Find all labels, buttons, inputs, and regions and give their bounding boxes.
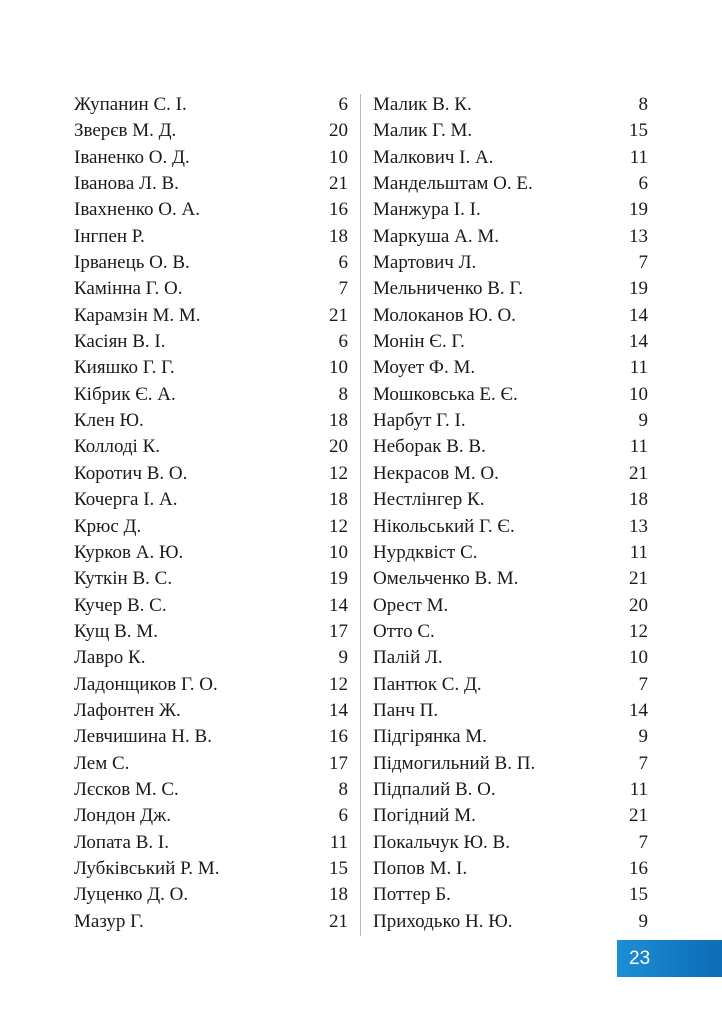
index-entry	[74, 92, 348, 118]
page-reference: 10	[329, 357, 348, 379]
author-name: Іваненко О. Д.	[74, 146, 190, 168]
author-name: Інгпен Р.	[74, 225, 145, 247]
index-entry	[373, 909, 648, 935]
index-entry	[74, 830, 348, 856]
author-name: Погідний М.	[373, 805, 476, 827]
author-name: Монін Є. Г.	[373, 331, 465, 353]
index-entry	[74, 540, 348, 566]
author-name: Лопата В. І.	[74, 831, 169, 853]
page-reference: 12	[329, 462, 348, 484]
page-reference: 11	[629, 778, 648, 800]
page-reference: 19	[629, 278, 648, 300]
index-entry	[74, 118, 348, 144]
index-entry	[373, 382, 648, 408]
page-reference: 11	[629, 541, 648, 563]
author-name: Іванова Л. В.	[74, 173, 179, 195]
index-entry	[373, 514, 648, 540]
author-name: Пантюк С. Д.	[373, 673, 482, 695]
page-reference: 12	[329, 515, 348, 537]
index-entry	[74, 250, 348, 276]
author-name: Клен Ю.	[74, 410, 144, 432]
index-entry	[74, 777, 348, 803]
author-name: Кияшко Г. Г.	[74, 357, 175, 379]
index-entry	[373, 724, 648, 750]
page-reference: 18	[329, 489, 348, 511]
index-entry	[74, 803, 348, 829]
index-entry	[74, 171, 348, 197]
page-reference: 17	[329, 752, 348, 774]
index-entry	[373, 276, 648, 302]
author-name: Жупанин С. І.	[74, 94, 187, 115]
page-reference: 21	[629, 568, 648, 590]
page-reference: 9	[638, 726, 648, 748]
author-name: Кучер В. С.	[74, 594, 167, 616]
author-name: Коллоді К.	[74, 436, 161, 458]
page-reference: 7	[638, 831, 648, 853]
index-entry	[373, 355, 648, 381]
index-entry	[74, 856, 348, 882]
index-entry	[373, 408, 648, 434]
index-entry	[373, 566, 648, 592]
page-reference: 14	[329, 594, 348, 616]
page-reference: 17	[329, 620, 348, 642]
author-name: Коротич В. О.	[74, 462, 188, 484]
author-name: Крюс Д.	[74, 515, 142, 537]
page-reference: 12	[329, 673, 348, 695]
page-reference: 11	[629, 146, 648, 168]
index-entry	[74, 197, 348, 223]
index-entry	[74, 434, 348, 460]
author-name: Нестлінгер К.	[373, 489, 485, 511]
page-reference: 14	[629, 699, 648, 721]
page-reference: 19	[629, 199, 648, 221]
index-entry	[373, 487, 648, 513]
index-entry	[373, 751, 648, 777]
page-reference: 20	[629, 594, 648, 616]
index-entry	[373, 171, 648, 197]
author-name: Карамзін М. М.	[74, 304, 201, 326]
author-name: Кочерга І. А.	[74, 489, 178, 511]
author-name: Лафонтен Ж.	[74, 699, 181, 721]
index-entry	[74, 619, 348, 645]
page-reference: 14	[329, 699, 348, 721]
page-reference: 11	[629, 436, 648, 458]
page-reference: 6	[338, 252, 348, 274]
author-name: Моует Ф. М.	[373, 357, 476, 379]
index-entry	[74, 751, 348, 777]
author-name: Мошковська Е. Є.	[373, 383, 518, 405]
author-name: Нікольський Г. Є.	[373, 515, 515, 537]
index-entry	[74, 303, 348, 329]
author-name: Мартович Л.	[373, 252, 477, 274]
index-entry	[373, 856, 648, 882]
page-reference: 14	[629, 331, 648, 353]
page-reference: 13	[629, 515, 648, 537]
page-reference: 8	[338, 383, 348, 405]
page-reference: 6	[338, 94, 348, 115]
author-name: Камінна Г. О.	[74, 278, 183, 300]
page-reference: 9	[338, 647, 348, 669]
page-reference: 7	[638, 252, 648, 274]
index-entry	[74, 408, 348, 434]
index-entry	[373, 145, 648, 171]
page-reference: 16	[329, 726, 348, 748]
author-name: Лубківський Р. М.	[74, 857, 220, 879]
author-name: Підгірянка М.	[373, 726, 487, 748]
author-name: Малкович І. А.	[373, 146, 494, 168]
author-name: Манжура І. І.	[373, 199, 481, 221]
index-entry	[74, 882, 348, 908]
index-entry	[74, 355, 348, 381]
index-entry	[373, 645, 648, 671]
page-reference: 18	[329, 884, 348, 906]
index-entry	[373, 92, 648, 118]
author-name: Некрасов М. О.	[373, 462, 499, 484]
author-name: Панч П.	[373, 699, 439, 721]
index-entry	[74, 276, 348, 302]
author-name: Куткін В. С.	[74, 568, 173, 590]
index-entry	[373, 698, 648, 724]
page-reference: 9	[638, 910, 648, 932]
author-name: Нарбут Г. І.	[373, 410, 466, 432]
index-entry	[373, 461, 648, 487]
author-name: Підмогильний В. П.	[373, 752, 536, 774]
index-entry	[74, 645, 348, 671]
author-name: Ірванець О. В.	[74, 252, 190, 274]
author-name: Лавро К.	[74, 647, 146, 669]
author-name: Івахненко О. А.	[74, 199, 200, 221]
index-column-left	[74, 92, 360, 936]
author-name: Ладонщиков Г. О.	[74, 673, 218, 695]
page-reference: 21	[329, 304, 348, 326]
author-name: Молоканов Ю. О.	[373, 304, 516, 326]
author-name: Попов М. І.	[373, 857, 468, 879]
index-entry	[373, 434, 648, 460]
page-reference: 18	[329, 225, 348, 247]
index-entry	[74, 382, 348, 408]
page-reference: 15	[629, 884, 648, 906]
index-entry	[74, 672, 348, 698]
author-name: Покальчук Ю. В.	[373, 831, 510, 853]
author-name: Отто С.	[373, 620, 435, 642]
author-name: Приходько Н. Ю.	[373, 910, 513, 932]
index-entry	[74, 224, 348, 250]
author-name: Палій Л.	[373, 647, 443, 669]
page-reference: 16	[629, 857, 648, 879]
author-name: Лем С.	[74, 752, 130, 774]
index-entry	[74, 514, 348, 540]
author-name: Поттер Б.	[373, 884, 451, 906]
index-entry	[74, 461, 348, 487]
page-reference: 21	[329, 910, 348, 932]
index-entry	[373, 619, 648, 645]
author-name: Касіян В. І.	[74, 331, 166, 353]
index-entry	[74, 593, 348, 619]
author-name: Мельниченко В. Г.	[373, 278, 523, 300]
page-reference: 14	[629, 304, 648, 326]
author-name: Підпалий В. О.	[373, 778, 496, 800]
author-name: Неборак В. В.	[373, 436, 486, 458]
page-reference: 10	[329, 146, 348, 168]
page-reference: 11	[629, 357, 648, 379]
index-entry	[373, 830, 648, 856]
page-number: 23	[629, 948, 651, 969]
index-entry	[74, 724, 348, 750]
page-reference: 8	[338, 778, 348, 800]
author-name: Омельченко В. М.	[373, 568, 519, 590]
author-name: Луценко Д. О.	[74, 884, 189, 906]
page-reference: 19	[329, 568, 348, 590]
index-entry	[373, 118, 648, 144]
index-entry	[373, 197, 648, 223]
index-entry	[373, 593, 648, 619]
page-reference: 7	[638, 673, 648, 695]
page-reference: 11	[329, 831, 348, 853]
author-name: Лєсков М. С.	[74, 778, 179, 800]
page-reference: 8	[638, 94, 648, 115]
index-entry	[373, 672, 648, 698]
page-reference: 21	[629, 462, 648, 484]
page-reference: 7	[338, 278, 348, 300]
page-reference: 6	[338, 331, 348, 353]
author-name: Левчишина Н. В.	[74, 726, 212, 748]
index-entry	[74, 909, 348, 935]
index-entry	[74, 487, 348, 513]
author-name: Маркуша А. М.	[373, 225, 499, 247]
author-name: Кібрик Є. А.	[74, 383, 176, 405]
author-name: Кущ В. М.	[74, 620, 158, 642]
author-name: Мандельштам О. Е.	[373, 173, 533, 195]
index-entry	[373, 329, 648, 355]
page-reference: 10	[629, 383, 648, 405]
page-reference: 18	[329, 410, 348, 432]
author-name: Малик В. К.	[373, 94, 472, 115]
author-index	[74, 92, 648, 936]
page-reference: 18	[629, 489, 648, 511]
index-entry	[74, 566, 348, 592]
index-entry	[74, 698, 348, 724]
page-reference: 7	[638, 752, 648, 774]
page-reference: 13	[629, 225, 648, 247]
index-entry	[74, 145, 348, 171]
page-reference: 16	[329, 199, 348, 221]
index-column-right	[361, 92, 648, 936]
index-entry	[373, 777, 648, 803]
page-reference: 9	[638, 410, 648, 432]
author-name: Курков А. Ю.	[74, 541, 184, 563]
page-reference: 21	[629, 805, 648, 827]
page-reference: 15	[629, 120, 648, 142]
index-entry	[373, 540, 648, 566]
page-reference: 10	[629, 647, 648, 669]
author-name: Орест М.	[373, 594, 449, 616]
index-entry	[373, 882, 648, 908]
page-reference: 6	[638, 173, 648, 195]
author-name: Зверєв М. Д.	[74, 120, 177, 142]
page-reference: 20	[329, 120, 348, 142]
author-name: Нурдквіст С.	[373, 541, 478, 563]
author-name: Лондон Дж.	[74, 805, 172, 827]
index-entry	[373, 303, 648, 329]
index-entry	[373, 803, 648, 829]
page-reference: 10	[329, 541, 348, 563]
page-number-tab	[617, 940, 722, 977]
author-name: Мазур Г.	[74, 910, 144, 932]
index-entry	[373, 250, 648, 276]
page-reference: 20	[329, 436, 348, 458]
page-reference: 15	[329, 857, 348, 879]
author-name: Малик Г. М.	[373, 120, 473, 142]
index-entry	[74, 329, 348, 355]
page-reference: 12	[629, 620, 648, 642]
index-entry	[373, 224, 648, 250]
page-reference: 21	[329, 173, 348, 195]
page-reference: 6	[338, 805, 348, 827]
